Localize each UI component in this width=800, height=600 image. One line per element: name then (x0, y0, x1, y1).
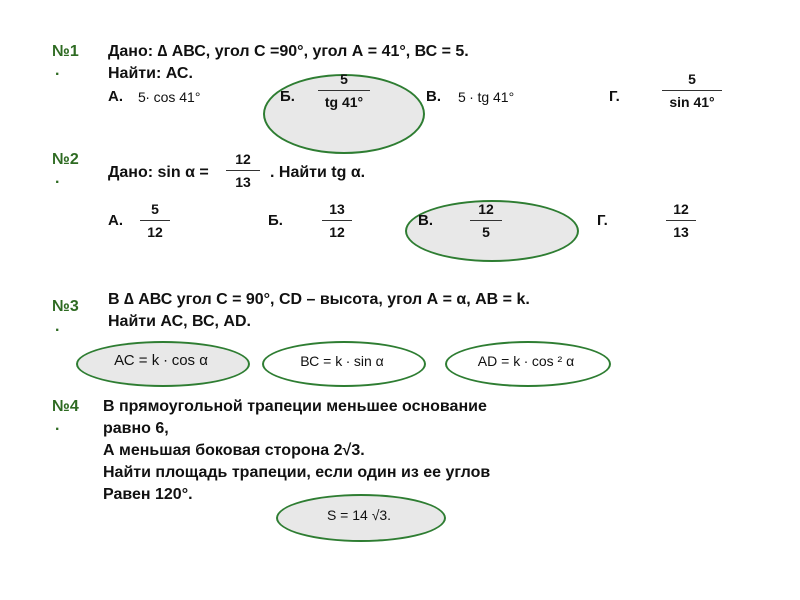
p2-option-g-letter: Г. (597, 212, 608, 229)
problem-2-given-numerator: 12 (235, 151, 251, 167)
problem-3-answer-bc: ВС = k ∙ sin α (300, 353, 384, 369)
problem-1-find: Найти: АС. (108, 65, 193, 82)
p2-option-b-denominator: 12 (329, 224, 345, 240)
problem-3-answer-ad: АD = k ∙ cos ² α (477, 353, 575, 369)
problem-2-dot: . (55, 170, 60, 187)
problem-1-given: Дано: ∆ АВС, угол С =90°, угол А = 41°, ВС = 5. (108, 43, 469, 60)
p1-option-g-numerator: 5 (688, 71, 696, 87)
p1-option-g-fraction (662, 70, 722, 111)
p2-option-g-fraction (666, 200, 696, 241)
problem-1-number: №1 (52, 43, 79, 60)
p1-option-a-value: 5∙ cos 41° (138, 89, 201, 105)
problem-2-find: . Найти tg α. (270, 164, 366, 181)
problem-3-number: №3 (52, 298, 79, 315)
problem-4-answer: S = 14 √3. (326, 507, 392, 523)
problem-1-dot: . (55, 62, 60, 79)
problem-4-number: №4 (52, 398, 79, 415)
problem-4-line-1: В прямоугольной трапеции меньшее основание (103, 398, 487, 415)
problem-3-find: Найти АС, ВС, AD. (108, 313, 251, 330)
p2-option-b-numerator: 13 (329, 201, 345, 217)
p2-option-v-denominator: 5 (482, 224, 490, 240)
problem-3-given: В ∆ АВС угол С = 90°, CD – высота, угол А = α, АВ = k. (108, 291, 530, 308)
p2-option-g-denominator: 13 (673, 224, 689, 240)
problem-3-answer-ac: АС = k ∙ cos α (114, 352, 208, 369)
p1-option-v-letter: В. (426, 88, 441, 105)
p2-option-a-letter: А. (108, 212, 123, 229)
problem-2-given-denominator: 13 (235, 174, 251, 190)
p1-option-b-fraction (318, 70, 370, 111)
p2-option-b-fraction (322, 200, 352, 241)
p1-option-g-denominator: sin 41° (669, 94, 715, 110)
p2-option-a-fraction (140, 200, 170, 241)
p2-option-v-numerator: 12 (478, 201, 494, 217)
p1-option-v-value: 5 ∙ tg 41° (458, 89, 515, 105)
p2-option-a-denominator: 12 (147, 224, 163, 240)
problem-4-line-5: Равен 120°. (103, 486, 193, 503)
p2-option-b-letter: Б. (268, 212, 283, 229)
problem-4-dot: . (55, 417, 60, 434)
p1-option-b-numerator: 5 (340, 71, 348, 87)
p1-option-b-denominator: tg 41° (324, 94, 364, 110)
p1-option-b-letter: Б. (280, 88, 295, 105)
problem-2-number: №2 (52, 151, 79, 168)
problem-2-given-fraction (226, 150, 260, 191)
p2-option-a-numerator: 5 (151, 201, 159, 217)
problem-4-line-2: равно 6, (103, 420, 169, 437)
p1-option-g-letter: Г. (609, 88, 620, 105)
problem-4-line-4: Найти площадь трапеции, если один из ее углов (103, 464, 491, 481)
p2-option-g-numerator: 12 (673, 201, 689, 217)
problem-2-given-prefix: Дано: sin α = (108, 164, 209, 181)
problem-4-line-3: А меньшая боковая сторона 2√3. (103, 442, 365, 459)
p1-option-a-letter: А. (108, 88, 123, 105)
p2-option-v-letter: В. (418, 212, 433, 229)
p2-option-v-fraction (470, 200, 502, 241)
problem-3-dot: . (55, 318, 60, 335)
